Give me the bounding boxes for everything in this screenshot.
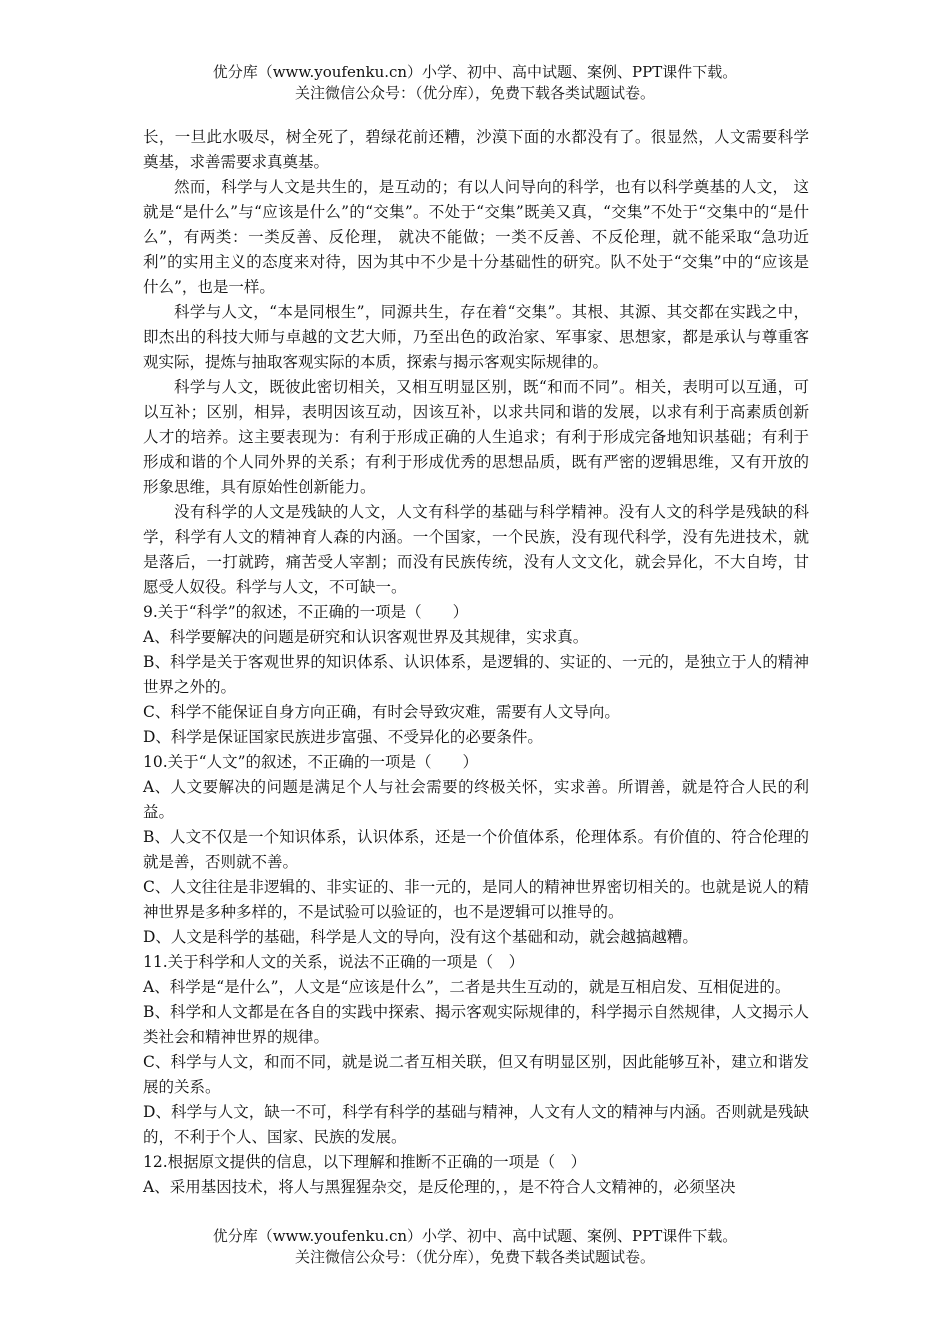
- question-10-option-b: B、人文不仅是一个知识体系，认识体系，还是一个价值体系，伦理体系。有价值的、符合伦理的就是善，否则就不善。: [143, 828, 809, 871]
- article-paragraph: 科学与人文，“本是同根生”，同源共生，存在着“交集”。其根、其源、其交都在实践之中，即杰出的科技大师与卓越的文艺大师，乃至出色的政治家、军事家、思想家，都是承认与尊重客观实际，提炼与抽取客观实际的本质，探索与揭示客观实际规律的。: [143, 303, 809, 371]
- question-9-option-d: D、科学是保证国家民族进步富强、不受异化的必要条件。: [143, 728, 543, 746]
- article-paragraph: 然而，科学与人文是共生的，是互动的；有以人问导向的科学，也有以科学奠基的人文， 这就是“是什么”与“应该是什么”的“交集”。不处于“交集”既美又真，“交集”不处于“交集中的“是什么”，有两类：一类反善、反伦理， 就决不能做；一类不反善、不反伦理，就不能采取“急功近利”的实用主义的态度来对待，因为其中不少是十分基础性的研究。队不处于“交集”中的“应该是什么”，也是一样。: [143, 178, 809, 296]
- header-line-2: 关注微信公众号：（优分库），免费下载各类试题试卷。: [294, 84, 655, 102]
- question-11-stem: 11.关于科学和人文的关系，说法不正确的一项是（ ）: [143, 953, 525, 971]
- page-header: [0, 62, 950, 104]
- question-9-option-a: A、科学要解决的问题是研究和认识客观世界及其规律，实求真。: [143, 628, 589, 646]
- footer-line-2: 关注微信公众号：（优分库），免费下载各类试题试卷。: [294, 1248, 655, 1266]
- question-11-option-b: B、科学和人文都是在各自的实践中探索、揭示客观实际规律的，科学揭示自然规律，人文揭示人类社会和精神世界的规律。: [143, 1003, 809, 1046]
- question-10-stem: 10.关于“人文”的叙述，不正确的一项是（ ）: [143, 753, 478, 771]
- article-paragraph: 没有科学的人文是残缺的人文，人文有科学的基础与科学精神。没有人文的科学是残缺的科学，科学有人文的精神育人森的内涵。一个国家，一个民族，没有现代科学，没有先进技术，就是落后，一打就跨，痛苦受人宰割；而没有民族传统，没有人文文化，就会异化，不大自垮，甘愿受人奴役。科学与人文，不可缺一。: [143, 503, 809, 596]
- question-11-option-a: A、科学是“是什么”，人文是“应该是什么”，二者是共生互动的，就是互相启发、互相促进的。: [143, 978, 791, 996]
- question-9-stem: 9.关于“科学”的叙述，不正确的一项是（ ）: [143, 603, 469, 621]
- article-paragraph: 长，一旦此水吸尽，树全死了，碧绿花前还糟，沙漠下面的水都没有了。很显然，人文需要科学奠基，求善需要求真奠基。: [143, 128, 809, 171]
- question-12-option-a: A、采用基因技术，将人与黑猩猩杂交，是反伦理的，，是不符合人文精神的，必须坚决: [143, 1178, 736, 1196]
- header-line-1: 优分库（www.youfenku.cn）小学、初中、高中试题、案例、PPT课件下载。: [212, 63, 738, 81]
- question-10-option-d: D、人文是科学的基础，科学是人文的导向，没有这个基础和动，就会越搞越糟。: [143, 928, 698, 946]
- question-11-option-d: D、科学与人文，缺一不可，科学有科学的基础与精神，人文有人文的精神与内涵。否则就是残缺的，不利于个人、国家、民族的发展。: [143, 1103, 809, 1146]
- question-11-option-c: C、科学与人文，和而不同，就是说二者互相关联，但又有明显区别，因此能够互补，建立和谐发展的关系。: [143, 1053, 809, 1096]
- question-10-option-a: A、人文要解决的问题是满足个人与社会需要的终极关怀，实求善。所谓善，就是符合人民的利益。: [143, 778, 809, 821]
- question-12-stem: 12.根据原文提供的信息，以下理解和推断不正确的一项是（ ）: [143, 1153, 587, 1171]
- question-9-option-c: C、科学不能保证自身方向正确，有时会导致灾难，需要有人文导向。: [143, 703, 620, 721]
- footer-line-1: 优分库（www.youfenku.cn）小学、初中、高中试题、案例、PPT课件下载。: [212, 1227, 738, 1245]
- document-body: [143, 125, 809, 1200]
- question-9-option-b: B、科学是关于客观世界的知识体系、认识体系，是逻辑的、实证的、一元的，是独立于人的精神世界之外的。: [143, 653, 809, 696]
- page-footer: [0, 1226, 950, 1268]
- article-paragraph: 科学与人文，既彼此密切相关，又相互明显区别，既“和而不同”。相关，表明可以互通，可以互补；区别，相异，表明因该互动，因该互补，以求共同和谐的发展，以求有利于高素质创新人才的培养。这主要表现为：有利于形成正确的人生追求；有利于形成完备地知识基础；有利于形成和谐的个人同外界的关系；有利于形成优秀的思想品质，既有严密的逻辑思维，又有开放的形象思维，具有原始性创新能力。: [143, 378, 809, 496]
- question-10-option-c: C、人文往往是非逻辑的、非实证的、非一元的，是同人的精神世界密切相关的。也就是说人的精神世界是多种多样的，不是试验可以验证的，也不是逻辑可以推导的。: [143, 878, 809, 921]
